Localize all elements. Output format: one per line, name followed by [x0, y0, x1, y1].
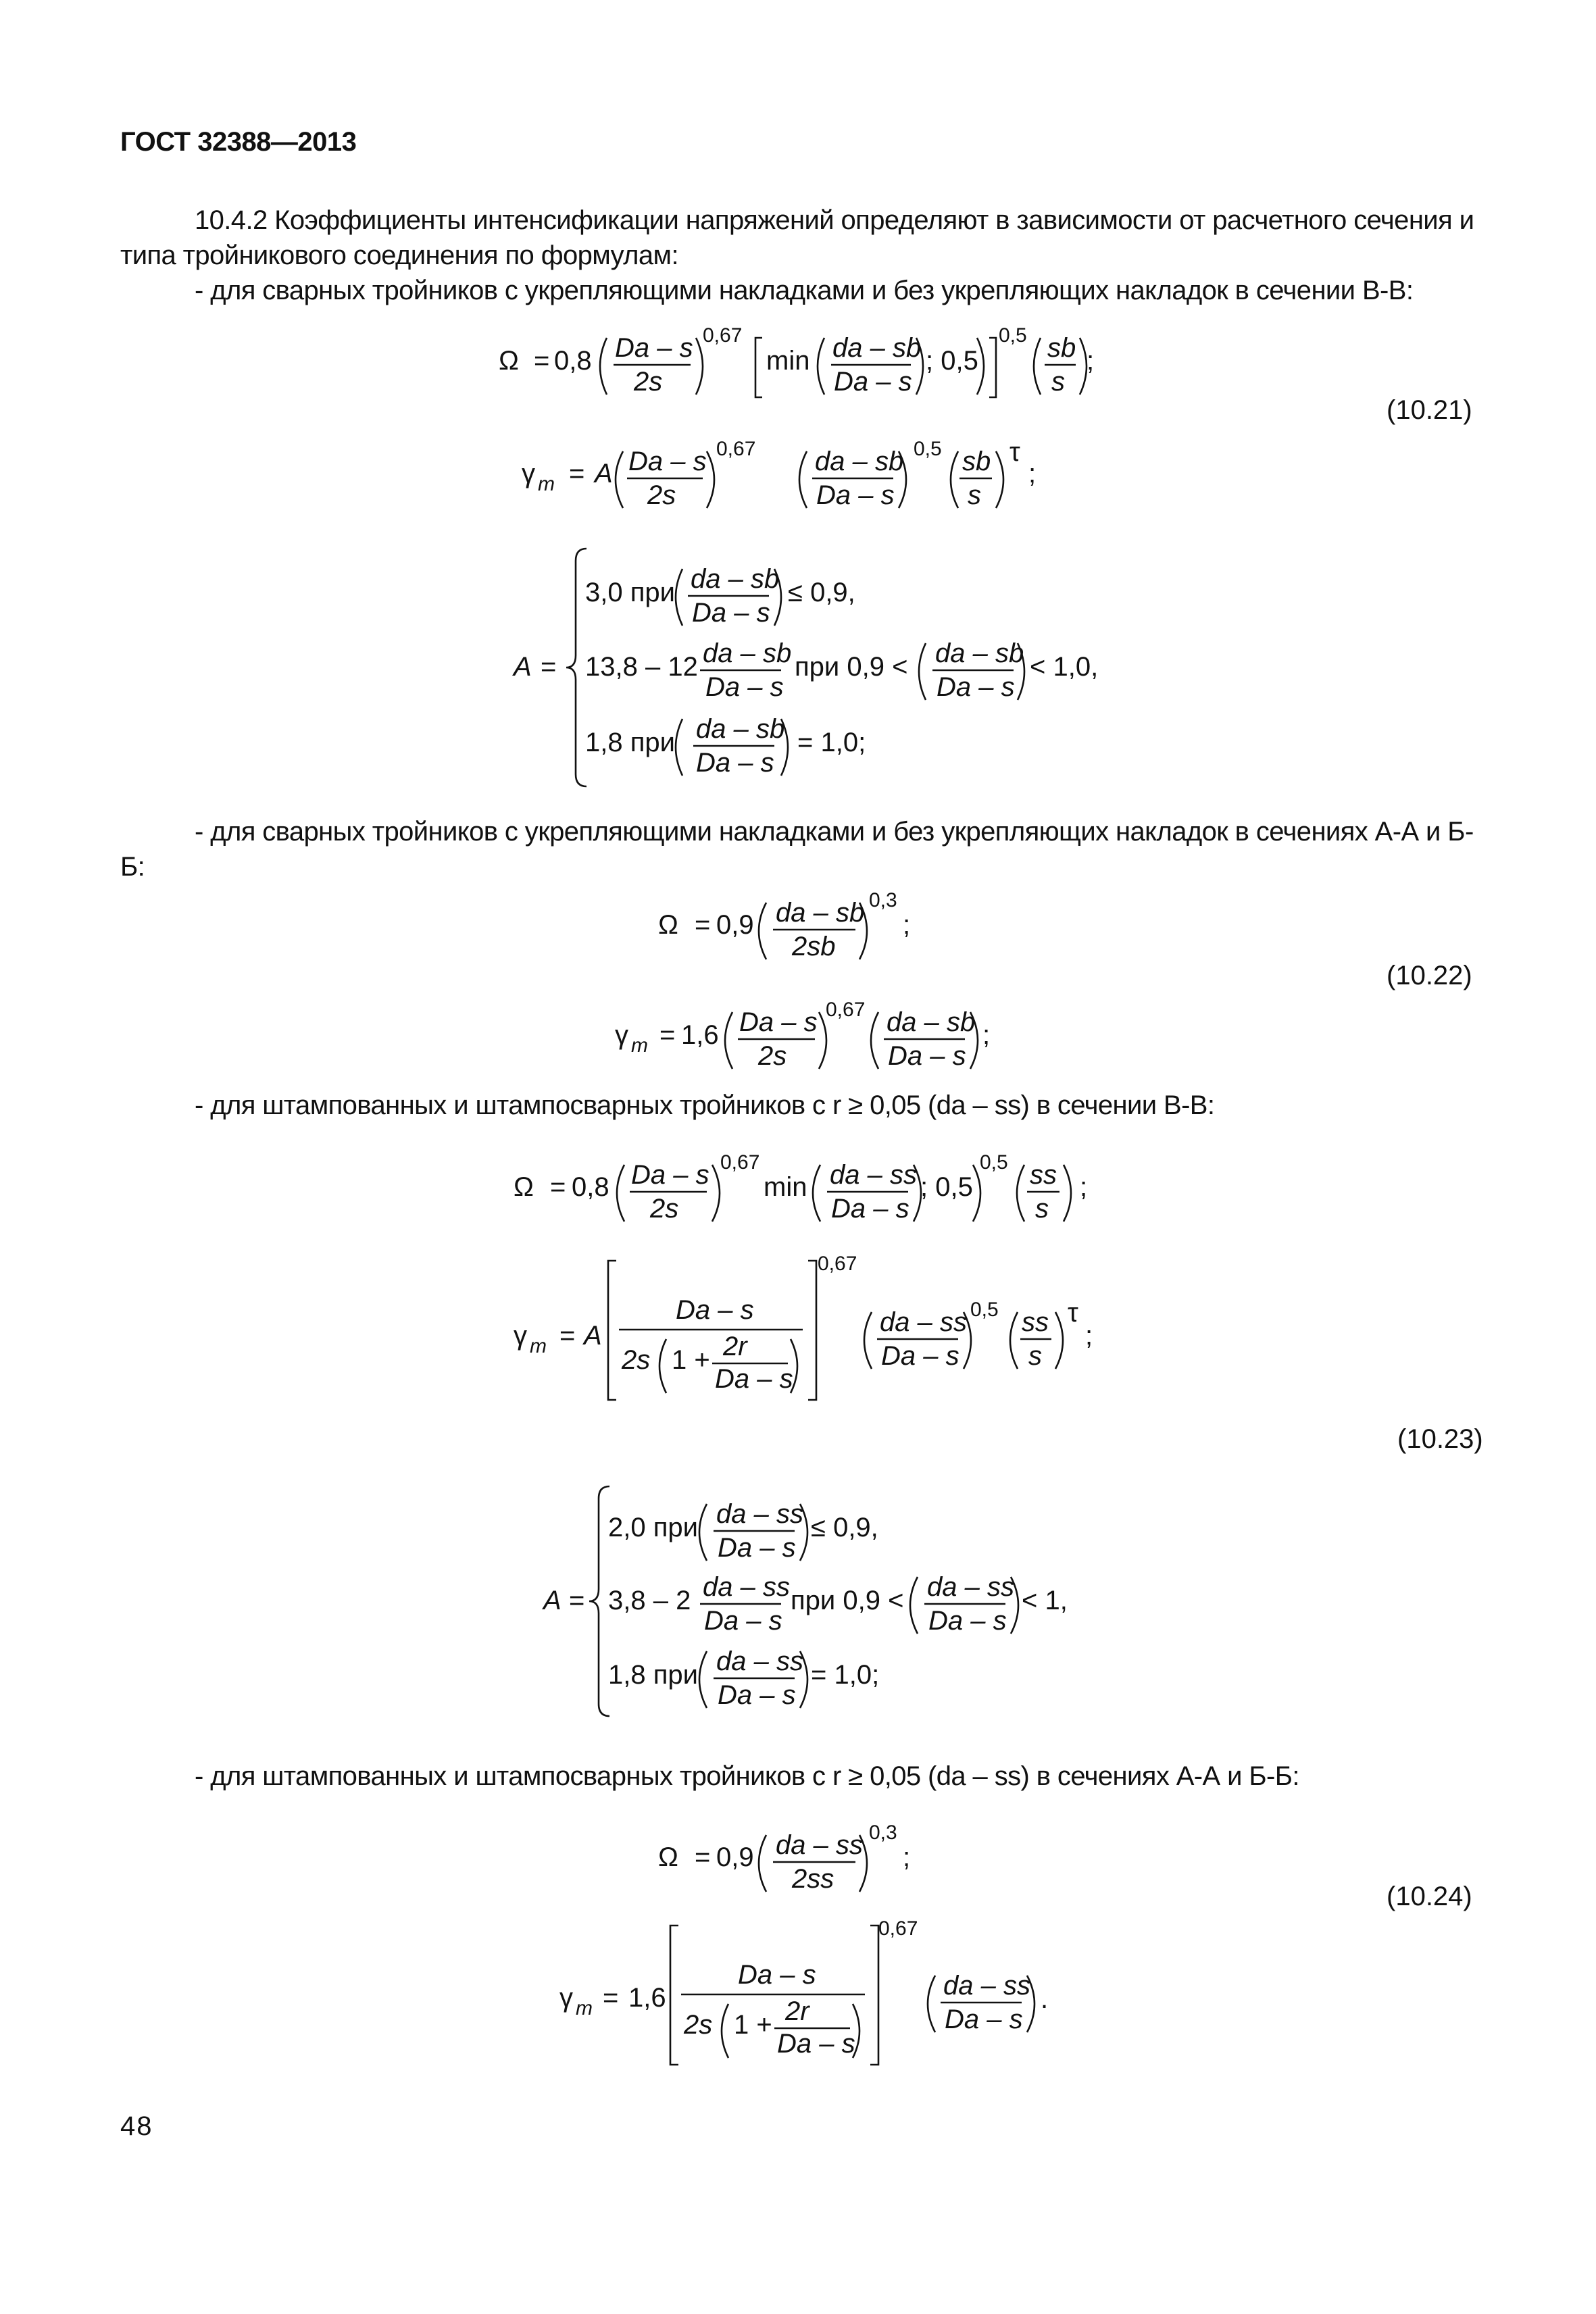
- svg-text:da – ss: da – ss: [703, 1572, 790, 1602]
- svg-text:Da – s: Da – s: [676, 1295, 754, 1325]
- svg-text:Da – s: Da – s: [631, 1160, 709, 1190]
- svg-text:m: m: [631, 1034, 648, 1057]
- svg-text:Da – s: Da – s: [704, 1606, 782, 1636]
- svg-text:Da – s: Da – s: [705, 672, 784, 702]
- svg-text:0,8: 0,8: [572, 1172, 609, 1202]
- svg-text:da – ss: da – ss: [927, 1572, 1014, 1602]
- svg-text:Da – s: Da – s: [739, 1007, 818, 1037]
- formula-10-21: [0, 318, 1596, 804]
- svg-text:0,9: 0,9: [716, 1842, 754, 1872]
- svg-text:=: =: [659, 1020, 676, 1050]
- svg-text:s: s: [1035, 1194, 1049, 1224]
- svg-text:2ss: 2ss: [792, 1864, 834, 1894]
- svg-text:1,8 при: 1,8 при: [608, 1660, 698, 1690]
- equation-number-10-24: (10.24): [1387, 1882, 1472, 1911]
- formula-10-23: [0, 1135, 1596, 1730]
- svg-text:Da – s: Da – s: [816, 480, 895, 510]
- svg-text:1 +: 1 +: [734, 2010, 772, 2040]
- svg-text:sb: sb: [962, 447, 991, 476]
- svg-text:≤ 0,9,: ≤ 0,9,: [788, 578, 855, 607]
- svg-text:Ω: Ω: [514, 1172, 534, 1202]
- svg-text:;: ;: [982, 1020, 991, 1050]
- svg-text:1 +: 1 +: [672, 1345, 710, 1375]
- svg-text:Da – s: Da – s: [615, 333, 693, 363]
- svg-text:0,67: 0,67: [818, 1253, 857, 1275]
- svg-text:=: =: [695, 1842, 711, 1872]
- svg-text:при 0,9 <: при 0,9 <: [795, 652, 908, 682]
- svg-text:=: =: [695, 910, 711, 940]
- svg-text:; 0,5: ; 0,5: [920, 1172, 973, 1202]
- svg-text:da – ss: da – ss: [716, 1499, 803, 1529]
- svg-text:=: =: [541, 652, 557, 682]
- svg-text:0,67: 0,67: [716, 438, 756, 460]
- svg-text:γ: γ: [514, 1321, 527, 1351]
- svg-text:Da – s: Da – s: [831, 1194, 909, 1224]
- svg-text:0,67: 0,67: [878, 1917, 918, 1940]
- svg-text:0,5: 0,5: [970, 1299, 999, 1321]
- svg-text:2s: 2s: [684, 2010, 713, 2040]
- svg-text:.: .: [1041, 1984, 1049, 2014]
- svg-text:= 1,0;: = 1,0;: [811, 1660, 880, 1690]
- svg-text:Da – s: Da – s: [888, 1041, 966, 1071]
- svg-text:13,8 – 12: 13,8 – 12: [585, 652, 698, 682]
- svg-text:=: =: [569, 459, 585, 488]
- formula-10-22: [0, 878, 1596, 1081]
- svg-text:min: min: [764, 1172, 807, 1202]
- svg-text:A: A: [543, 1586, 562, 1615]
- svg-text:da – sb: da – sb: [935, 638, 1024, 668]
- svg-text:=: =: [603, 1983, 619, 2013]
- svg-text:0,9: 0,9: [716, 910, 754, 940]
- svg-text:=: =: [534, 346, 550, 376]
- svg-text:2s: 2s: [622, 1345, 651, 1375]
- svg-text:γ: γ: [559, 1983, 573, 2013]
- svg-text:2sb: 2sb: [792, 932, 836, 961]
- svg-text:0,8: 0,8: [554, 346, 592, 376]
- svg-text:Da – s: Da – s: [718, 1680, 796, 1710]
- page-number: 48: [120, 2111, 153, 2141]
- svg-text:da – ss: da – ss: [880, 1307, 967, 1337]
- svg-text:da – ss: da – ss: [830, 1160, 917, 1190]
- svg-text:da – sb: da – sb: [691, 564, 780, 594]
- svg-text:;: ;: [903, 910, 911, 940]
- svg-text:Ω: Ω: [658, 1842, 678, 1872]
- svg-text:m: m: [576, 1997, 593, 2019]
- svg-text:≤ 0,9,: ≤ 0,9,: [811, 1513, 878, 1542]
- svg-text:da – sb: da – sb: [696, 714, 785, 744]
- svg-text:s: s: [968, 480, 981, 510]
- svg-text:; 0,5: ; 0,5: [926, 346, 978, 376]
- svg-text:2s: 2s: [650, 1194, 679, 1224]
- svg-text:τ: τ: [1009, 437, 1020, 467]
- svg-text:da – sb: da – sb: [776, 898, 865, 928]
- paragraph-case-4: - для штампованных и штампосварных тройников с r ≥ 0,05 (da – ss) в сечениях А-А и Б-Б:: [195, 1761, 1299, 1791]
- svg-text:1,6: 1,6: [628, 1983, 666, 2013]
- svg-text:=: =: [550, 1172, 566, 1202]
- svg-text:2s: 2s: [758, 1041, 787, 1071]
- svg-text:3,8 – 2: 3,8 – 2: [608, 1586, 691, 1615]
- svg-text:min: min: [766, 346, 810, 376]
- paragraph-case-1: - для сварных тройников с укрепляющими накладками и без укрепляющих накладок в сечении В-В:: [195, 276, 1414, 305]
- svg-text:= 1,0;: = 1,0;: [797, 728, 866, 757]
- svg-text:Da – s: Da – s: [715, 1364, 793, 1394]
- svg-text:2,0 при: 2,0 при: [608, 1513, 698, 1542]
- svg-text:sb: sb: [1047, 333, 1076, 363]
- svg-text:0,5: 0,5: [914, 438, 942, 460]
- svg-text:;: ;: [1087, 346, 1095, 376]
- svg-text:γ: γ: [522, 459, 535, 488]
- svg-text:Da – s: Da – s: [945, 2005, 1023, 2034]
- svg-text:Da – s: Da – s: [777, 2029, 855, 2059]
- svg-text:da – sb: da – sb: [815, 447, 904, 476]
- formula-10-24: [0, 1811, 1596, 2094]
- svg-text:da – sb: da – sb: [832, 333, 922, 363]
- svg-text:τ: τ: [1068, 1298, 1078, 1328]
- svg-text:da – sb: da – sb: [703, 638, 792, 668]
- svg-text:γ: γ: [615, 1020, 628, 1050]
- svg-text:2s: 2s: [634, 367, 663, 397]
- svg-text:Da – s: Da – s: [692, 598, 770, 628]
- svg-text:< 1,0,: < 1,0,: [1030, 652, 1099, 682]
- svg-text:1,8 при: 1,8 при: [585, 728, 675, 757]
- svg-text:da – ss: da – ss: [776, 1830, 863, 1860]
- svg-text:;: ;: [1028, 459, 1037, 488]
- svg-text:< 1,: < 1,: [1022, 1586, 1068, 1615]
- svg-text:0,5: 0,5: [980, 1151, 1008, 1174]
- svg-text:0,3: 0,3: [869, 1821, 897, 1844]
- svg-text:Da – s: Da – s: [718, 1533, 796, 1563]
- svg-text:Da – s: Da – s: [834, 367, 912, 397]
- svg-text:Da – s: Da – s: [928, 1606, 1007, 1636]
- svg-text:Ω: Ω: [658, 910, 678, 940]
- svg-text:A: A: [514, 652, 532, 682]
- svg-text:0,67: 0,67: [720, 1151, 760, 1174]
- svg-text:Da – s: Da – s: [738, 1960, 816, 1990]
- svg-text:;: ;: [1080, 1172, 1088, 1202]
- svg-text:2r: 2r: [785, 1996, 809, 2026]
- svg-text:0,3: 0,3: [869, 889, 897, 911]
- svg-text:;: ;: [1085, 1321, 1093, 1351]
- svg-text:Da – s: Da – s: [628, 447, 707, 476]
- svg-text:Ω: Ω: [499, 346, 519, 376]
- paragraph-intro: 10.4.2 Коэффициенты интенсификации напряжений определяют в зависимости от расчетного сечения и типа тройникового соединения по формулам:: [120, 205, 1474, 270]
- paragraph-case-3: - для штампованных и штампосварных тройников с r ≥ 0,05 (da – ss) в сечении В-В:: [195, 1090, 1215, 1120]
- svg-text:A: A: [584, 1321, 602, 1351]
- svg-text:3,0 при: 3,0 при: [585, 578, 675, 607]
- svg-text:;: ;: [903, 1842, 911, 1872]
- svg-text:m: m: [538, 473, 555, 495]
- svg-text:da – ss: da – ss: [943, 1971, 1030, 2001]
- svg-text:s: s: [1028, 1341, 1042, 1371]
- svg-text:s: s: [1051, 367, 1065, 397]
- svg-text:0,67: 0,67: [703, 324, 743, 347]
- svg-text:m: m: [530, 1335, 547, 1357]
- equation-number-10-22: (10.22): [1387, 961, 1472, 990]
- svg-text:Da – s: Da – s: [696, 748, 774, 778]
- svg-text:2r: 2r: [723, 1332, 747, 1361]
- equation-number-10-21: (10.21): [1387, 395, 1472, 425]
- document-header: ГОСТ 32388—2013: [120, 127, 357, 157]
- svg-text:ss: ss: [1022, 1307, 1049, 1337]
- svg-text:0,67: 0,67: [826, 999, 866, 1021]
- svg-text:0,5: 0,5: [999, 324, 1027, 347]
- svg-text:Da – s: Da – s: [881, 1341, 959, 1371]
- svg-text:Da – s: Da – s: [937, 672, 1015, 702]
- svg-text:A: A: [595, 459, 613, 488]
- svg-text:=: =: [559, 1321, 576, 1351]
- svg-text:2s: 2s: [647, 480, 676, 510]
- svg-text:ss: ss: [1030, 1160, 1057, 1190]
- svg-text:1,6: 1,6: [681, 1020, 719, 1050]
- svg-text:da – sb: da – sb: [887, 1007, 976, 1037]
- equation-number-10-23: (10.23): [1397, 1424, 1483, 1454]
- svg-text:=: =: [569, 1586, 585, 1615]
- svg-text:при 0,9 <: при 0,9 <: [791, 1586, 904, 1615]
- paragraph-case-2: - для сварных тройников с укрепляющими накладками и без укрепляющих накладок в сечениях А-А и Б-Б:: [120, 817, 1474, 882]
- svg-text:da – ss: da – ss: [716, 1646, 803, 1676]
